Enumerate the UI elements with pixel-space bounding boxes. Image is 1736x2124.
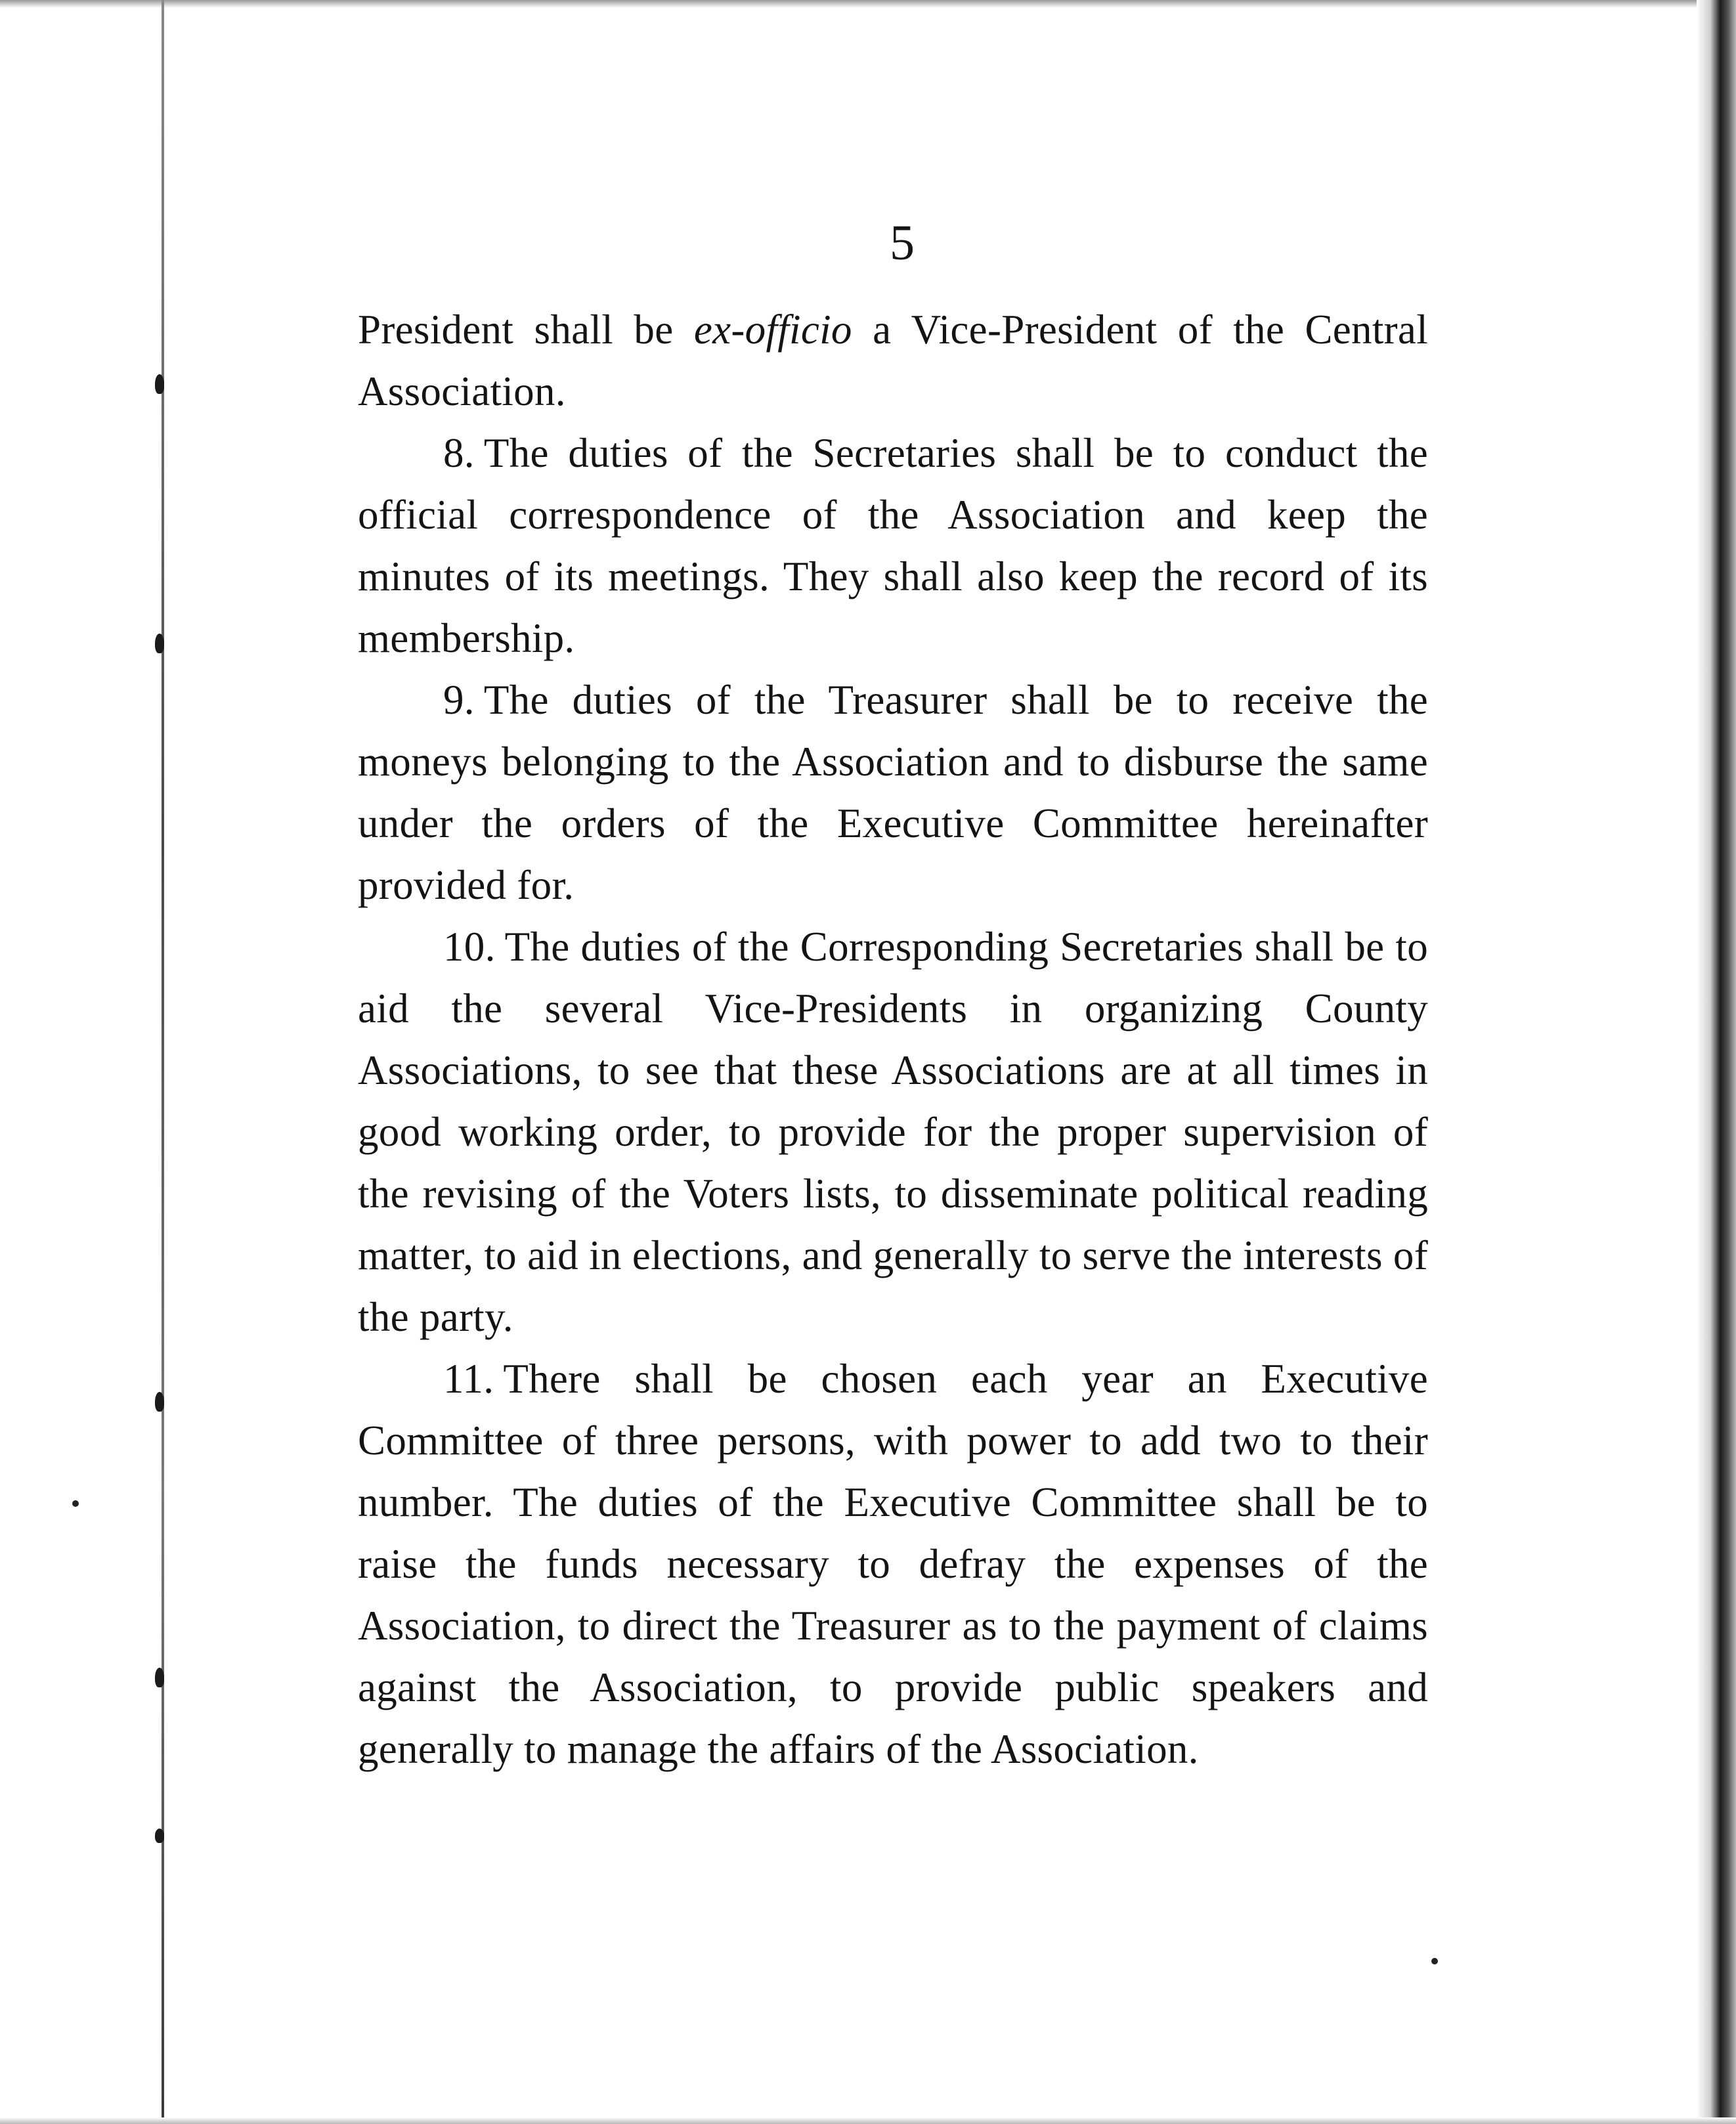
section-number: 9. (443, 677, 475, 723)
section-text: The duties of the Secretaries shall be to conduct the official correspondence of the Association and keep the minutes of its meetings. They shall also keep the record of its membership. (358, 430, 1428, 661)
section-number: 11. (443, 1356, 494, 1402)
paragraph-text-after: a Vice-President of the Central Association. (358, 307, 1428, 414)
italic-term: ex-officio (693, 307, 852, 353)
section-10 (358, 916, 1428, 1348)
section-9 (358, 669, 1428, 916)
page-top-edge (0, 0, 1736, 8)
section-number: 10. (443, 924, 496, 970)
section-text: The duties of the Corresponding Secretaries shall be to aid the several Vice-Presidents in organizing County Associations, to see that these Associations are at all times in good working order, to provide for the proper supervision of the revising of the Voters lists, to disseminate political reading matter, to aid in elections, and generally to serve the interests of the party. (358, 924, 1428, 1340)
binding-stitch (155, 1829, 164, 1843)
body-text (358, 299, 1428, 1780)
page-right-edge (1697, 0, 1736, 2124)
binding-stitch (155, 1392, 164, 1412)
binding-stitch (155, 1668, 164, 1687)
section-11 (358, 1348, 1428, 1780)
paragraph-text-before: President shall be (358, 307, 694, 353)
section-text: There shall be chosen each year an Executive Committee of three persons, with power to add two to their number. The duties of the Executive Committee shall be to raise the funds necessary to defray the expenses of the Association, to direct the Treasurer as to the payment of claims against the Association, to provide public speakers and generally to manage the affairs of the Association. (358, 1356, 1428, 1772)
binding-stitch (155, 374, 164, 394)
paragraph-continuation (358, 299, 1428, 422)
page-number: 5 (890, 215, 915, 271)
dust-speck (72, 1500, 79, 1507)
binding-line (162, 0, 164, 2124)
dust-speck (1431, 1958, 1438, 1964)
section-text: The duties of the Treasurer shall be to receive the moneys belonging to the Association and to disburse the same under the orders of the Executive Committee hereinafter provided for. (358, 677, 1428, 908)
section-number: 8. (443, 430, 475, 476)
section-8 (358, 422, 1428, 669)
binding-stitch (155, 634, 164, 653)
page-bottom-edge (0, 2117, 1736, 2124)
